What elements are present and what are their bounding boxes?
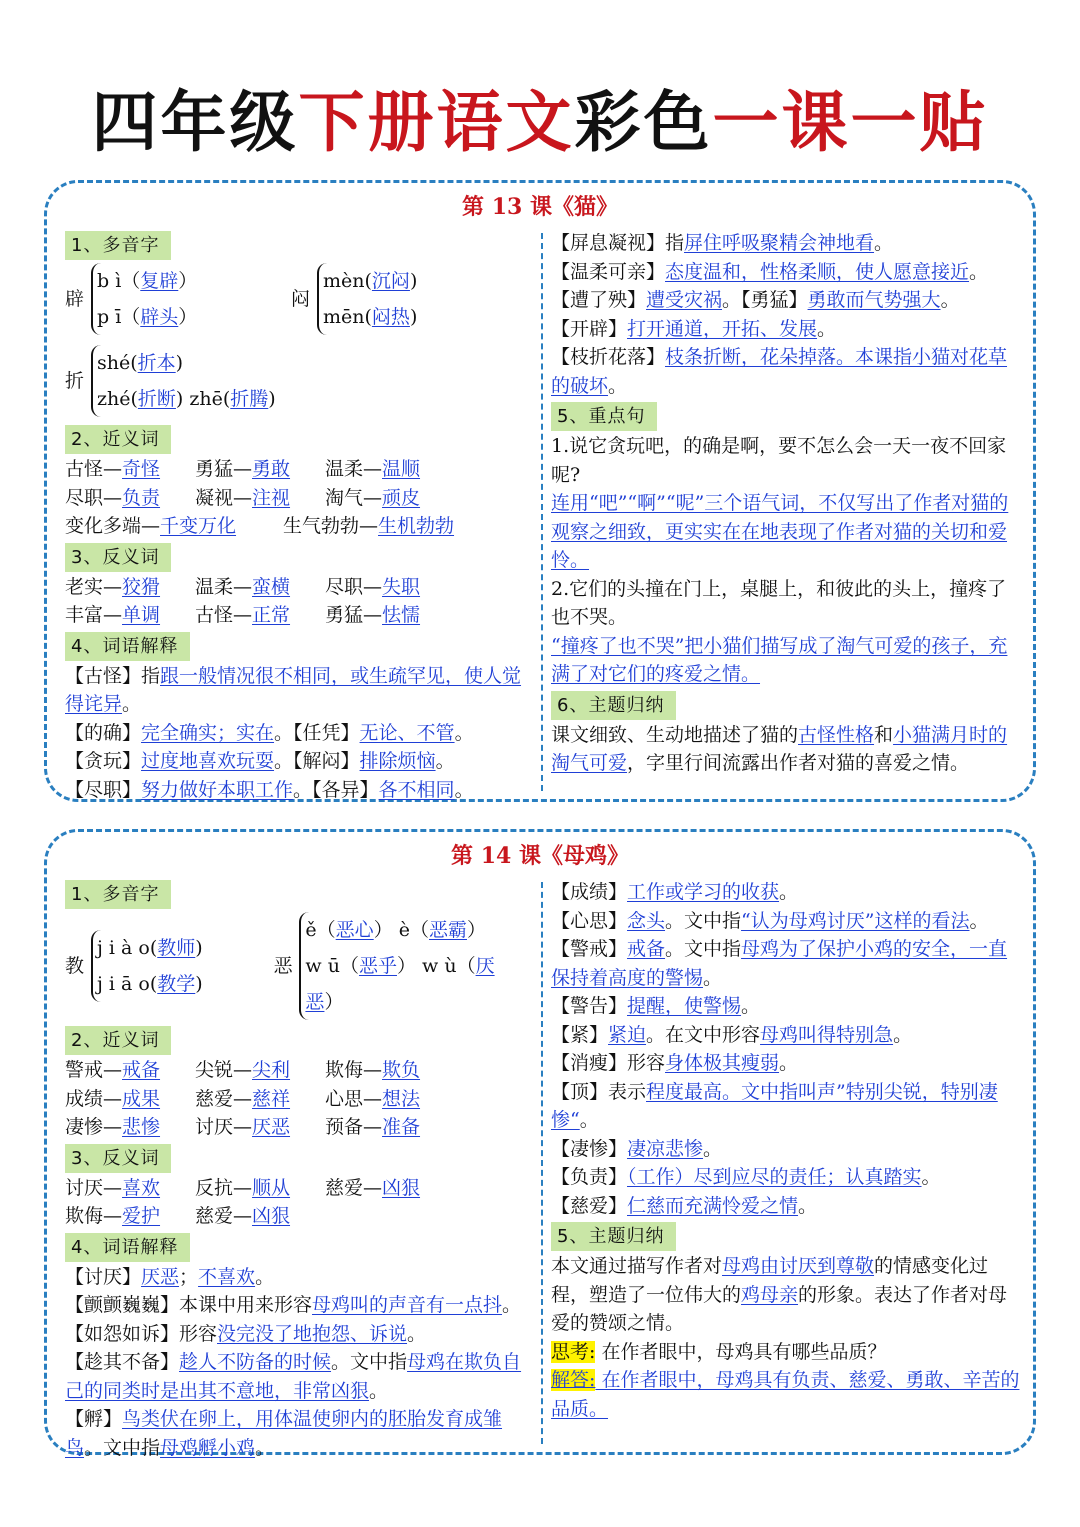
polyphone-e: 恶 ě（恶心） è（恶霸） w ū（恶乎） w ù（厌恶） xyxy=(274,912,531,1020)
section-theme: 6、主题归纳 xyxy=(551,691,676,720)
synonym-row: 警戒—戒备 尖锐—尖利 欺侮—欺负 xyxy=(65,1059,421,1081)
synonym-row: 尽职—负责 凝视—注视 淘气—顽皮 xyxy=(65,486,421,509)
theme-summary: 课文细致、生动地描述了猫的古怪性格和小猫满月时的淘气可爱，字里行间流露出作者对猫的喜爱之情。 xyxy=(551,723,1008,774)
key-sentence-analysis: 连用“吧”“啊”“呢”三个语气词，不仅写出了作者对猫的观察之细致，更实实在在地表现了作者对猫的关切和爱怜。 xyxy=(551,492,1009,571)
synonym-row: 古怪—奇怪 勇猛—勇敢 温柔—温顺 xyxy=(65,458,421,480)
lesson-title: 第 14 课《母鸡》 xyxy=(451,843,629,869)
key-sentence: 2.它们的头撞在门上，桌腿上，和彼此的头上，撞疼了也不哭。 xyxy=(551,577,1007,628)
left-column xyxy=(65,878,531,1462)
right-column xyxy=(551,229,1021,778)
explanation-item: 【凄惨】凄凉悲惨。 xyxy=(551,1137,723,1160)
synonym-row: 凄惨—悲惨 讨厌—厌恶 预备—准备 xyxy=(65,1116,421,1138)
section-explanations: 4、词语解释 xyxy=(65,1233,190,1262)
think-question: 思考: 在作者眼中，母鸡具有哪些品质？ xyxy=(551,1340,887,1363)
section-polyphone: 1、多音字 xyxy=(65,231,171,260)
synonym-row: 变化多端—千变万化 生气勃勃—生机勃勃 xyxy=(65,515,455,537)
explanation-item: 【慈爱】仁慈而充满怜爱之情。 xyxy=(551,1194,818,1217)
explanation-item: 【紧】紧迫。在文中形容母鸡叫得特别急。 xyxy=(551,1023,913,1046)
explanation-item: 【负责】（工作）尽到应尽的责任；认真踏实。 xyxy=(551,1166,941,1188)
explanation-item: 【心思】念头。文中指“认为母鸡讨厌”这样的看法。 xyxy=(551,909,989,932)
polyphone-men: 闷 mèn(沉闷) mēn(闷热) xyxy=(291,263,417,335)
explanation-item: 【遭了殃】遭受灾祸。【勇猛】勇敢而气势强大。 xyxy=(551,289,960,311)
theme-summary: 本文通过描写作者对母鸡由讨厌到尊敬的情感变化过程，塑造了一位伟大的鸡母亲的形象。表达了作者对母爱的赞颂之情。 xyxy=(551,1255,1008,1334)
lesson-14-card xyxy=(44,829,1036,1459)
explanation-item: 【贪玩】过度地喜欢玩耍。【解闷】排除烦恼。 xyxy=(65,750,455,772)
explanation-item: 【趁其不备】趁人不防备的时候。文中指母鸡在欺负自己的同类时是出其不意地，非常凶狠。 xyxy=(65,1351,522,1402)
polyphone-group xyxy=(65,912,531,1020)
explanation-item: 【警告】提醒，使警惕。 xyxy=(551,995,761,1017)
explanation-item: 【尽职】努力做好本职工作。【各异】各不相同。 xyxy=(65,778,474,801)
column-divider xyxy=(541,882,543,1444)
explanation-item: 【古怪】指跟一般情况很不相同，或生疏罕见，使人觉得诧异。 xyxy=(65,664,522,715)
antonym-row: 老实—狡猾 温柔—蛮横 尽职—失职 xyxy=(65,575,421,598)
page-title: 四年级下册语文彩色一课一贴 xyxy=(91,84,989,161)
section-synonyms: 2、近义词 xyxy=(65,1026,171,1055)
synonym-row: 成绩—成果 慈爱—慈祥 心思—想法 xyxy=(65,1087,421,1110)
explanation-item: 【警戒】戒备。文中指母鸡为了保护小鸡的安全，一直保持着高度的警惕。 xyxy=(551,938,1008,989)
explanation-item: 【孵】鸟类伏在卵上，用体温使卵内的胚胎发育成雏鸟。文中指母鸡孵小鸡。 xyxy=(65,1408,503,1459)
explanation-item: 【如怨如诉】形容没完没了地抱怨、诉说。 xyxy=(65,1322,427,1345)
explanation-item: 【消瘦】形容身体极其瘦弱。 xyxy=(551,1052,799,1074)
section-antonyms: 3、反义词 xyxy=(65,1144,171,1173)
lesson-13-card xyxy=(44,180,1036,802)
explanation-item: 【颤颤巍巍】本课中用来形容母鸡叫的声音有一点抖。 xyxy=(65,1294,522,1316)
polyphone-jiao: 教 j i à o(教师) j i ā o(教学) xyxy=(65,912,264,1020)
explanation-item: 【成绩】工作或学习的收获。 xyxy=(551,881,799,903)
answer-label: 解答: xyxy=(551,1369,596,1391)
polyphone-zhe: 折 shé(折本) zhé(折断) zhē(折腾) xyxy=(65,345,531,417)
explanation-item: 【屏息凝视】指屏住呼吸聚精会神地看。 xyxy=(551,232,894,254)
left-column xyxy=(65,229,531,804)
polyphone-bi: 辟 b ì（复辟） p ī（辟头） xyxy=(65,263,285,335)
polyphone-group xyxy=(65,263,531,335)
column-divider xyxy=(541,233,543,791)
right-column xyxy=(551,878,1021,1423)
antonym-row: 讨厌—喜欢 反抗—顺从 慈爱—凶狠 xyxy=(65,1176,421,1199)
explanation-item: 【开辟】打开通道，开拓、发展。 xyxy=(551,317,837,340)
section-polyphone: 1、多音字 xyxy=(65,880,171,909)
section-antonyms: 3、反义词 xyxy=(65,543,171,572)
lesson-title: 第 13 课《猫》 xyxy=(462,194,618,220)
antonym-row: 欺侮—爱护 慈爱—凶狠 xyxy=(65,1205,291,1227)
think-label: 思考: xyxy=(551,1340,596,1363)
antonym-row: 丰富—单调 古怪—正常 勇猛—怯懦 xyxy=(65,604,421,626)
explanation-item: 【温柔可亲】态度温和，性格柔顺，使人愿意接近。 xyxy=(551,260,989,283)
key-sentence: 1.说它贪玩吧，的确是啊，要不怎么会一天一夜不回家呢? xyxy=(551,435,1007,486)
section-synonyms: 2、近义词 xyxy=(65,425,171,454)
section-theme: 5、主题归纳 xyxy=(551,1222,676,1251)
think-answer: 解答: 在作者眼中，母鸡具有负责、慈爱、勇敢、辛苦的品质。 xyxy=(551,1369,1020,1420)
section-explanations: 4、词语解释 xyxy=(65,632,190,661)
explanation-item: 【顶】表示程度最高。文中指叫声”特别尖锐，特别凄惨“。 xyxy=(551,1080,998,1131)
explanation-item: 【的确】完全确实；实在。【任凭】无论、不管。 xyxy=(65,721,474,744)
explanation-item: 【讨厌】厌恶；不喜欢。 xyxy=(65,1265,275,1288)
explanation-item: 【枝折花落】枝条折断，花朵掉落。本课指小猫对花草的破坏。 xyxy=(551,346,1008,397)
key-sentence-analysis: “撞疼了也不哭”把小猫们描写成了淘气可爱的孩子，充满了对它们的疼爱之情。 xyxy=(551,634,1008,685)
section-key-sentences: 5、重点句 xyxy=(551,402,657,431)
